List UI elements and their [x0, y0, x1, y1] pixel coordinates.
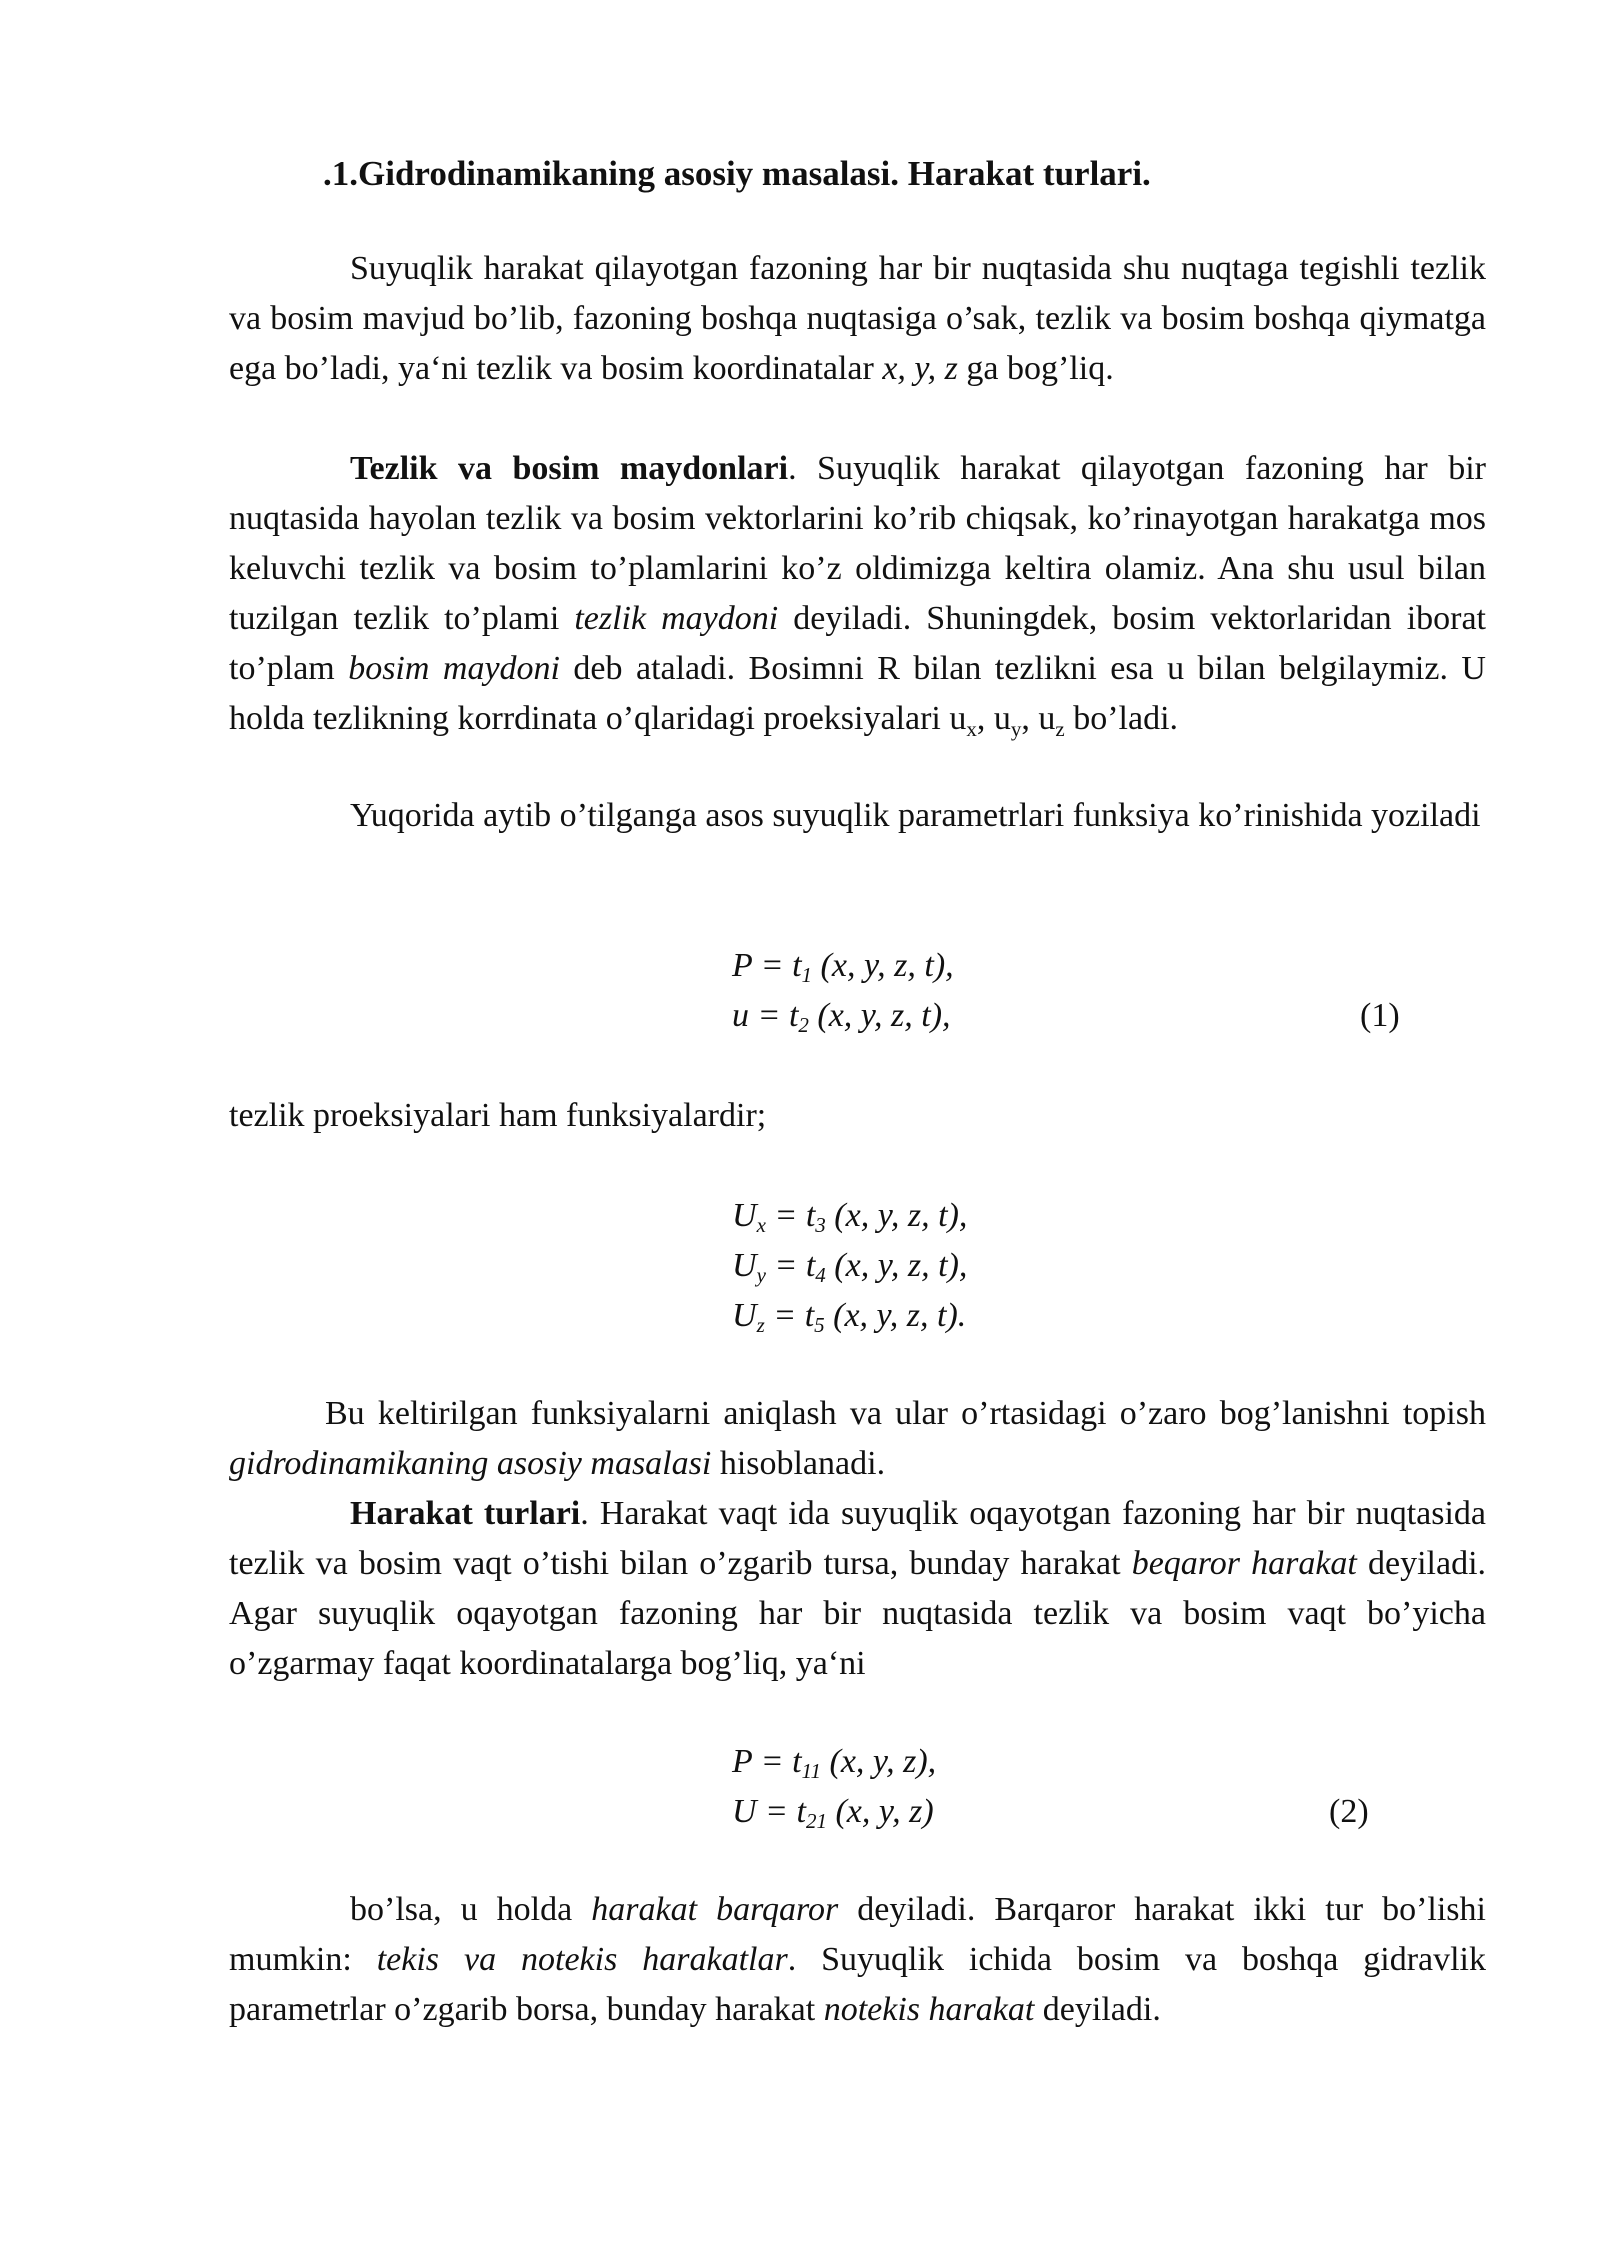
paragraph-text: bo’ladi.: [1064, 700, 1179, 737]
paragraph-projections: tezlik proeksiyalari ham funksiyalardir;: [229, 1097, 767, 1134]
equation-rhs: (x, y, z),: [821, 1743, 937, 1780]
subscript: 5: [814, 1313, 825, 1337]
subscript: 21: [805, 1809, 827, 1833]
equation-var: U: [732, 1197, 757, 1234]
subscript: x: [966, 717, 977, 741]
equation-var: U: [732, 1297, 757, 1334]
paragraph-text: deyiladi. Agar suyuqlik oqayotgan fazoning har bir nuqtasida tezlik va bosim vaqt bo’yicha o’zgarmay faqat koordinatalarga bog’liq, ya‘ni: [229, 1545, 1487, 1682]
term-italic: notekis harakat: [823, 1991, 1035, 2028]
section-heading: .1.Gidrodinamikaning asosiy masalasi. Harakat turlari.: [323, 154, 1151, 193]
equation-lhs: = t: [765, 1197, 816, 1234]
paragraph-text: . Harakat vaqt ida suyuqlik oqayotgan fazoning har bir nuqtasida tezlik va bosim vaqt o’tishi bilan o’zgarib tursa, bunday harakat: [229, 1495, 1486, 1582]
paragraph-text: . Suyuqlik harakat qilayotgan fazoning har bir nuqtasida hayolan tezlik va bosim vektorlarini ko’rib chiqsak, ko’rinayotgan harakatga mos keluvchi tezlik va bosim to’plamlarini ko’z oldimizga keltira olamiz. Ana shu usul bilan tuzilgan tezlik to’plami: [229, 450, 1487, 637]
paragraph-text: hisoblanadi.: [711, 1445, 886, 1482]
paragraph-steady: [229, 1885, 1486, 2035]
equation-var: U: [732, 1247, 757, 1284]
equation-lhs: P = t: [732, 947, 802, 984]
paragraph-text: deb ataladi. Bosimni R bilan tezlikni esa u bilan belgilaymiz. U holda tezlikning korrdinata o’qlaridagi proeksiyalari u: [229, 650, 1486, 737]
equation-lhs: = t: [764, 1297, 815, 1334]
equation-number: (2): [1329, 1793, 1369, 1830]
subscript: 4: [815, 1263, 826, 1287]
subscript: x: [756, 1213, 766, 1237]
equation-rhs: (x, y, z): [826, 1793, 934, 1830]
term-italic: beqaror harakat: [1131, 1545, 1357, 1582]
term-italic: tezlik maydoni: [574, 600, 779, 637]
paragraph-text: Bu keltirilgan funksiyalarni aniqlash va ular o’rtasidagi o’zaro bog’lanishni topish: [325, 1395, 1486, 1432]
term-italic: gidrodinamikaning asosiy masalasi: [229, 1445, 712, 1482]
paragraph-text: ga bog’liq.: [957, 350, 1114, 387]
equation-line: [732, 1787, 934, 1837]
paragraph-intro: [229, 244, 1486, 394]
subscript: 2: [798, 1013, 809, 1037]
equation-line: [732, 1737, 936, 1787]
equation-line: [732, 991, 951, 1041]
equation-line: [732, 941, 954, 991]
equation-rhs: (x, y, z, t),: [812, 947, 954, 984]
subscript: y: [756, 1263, 766, 1287]
equation-lhs: u = t: [732, 997, 799, 1034]
equation-line: [732, 1191, 967, 1241]
subscript: 1: [801, 963, 813, 987]
paragraph-functions: Yuqorida aytib o’tilganga asos suyuqlik parametrlari funksiya ko’rinishida yoziladi: [350, 797, 1481, 834]
paragraph-main-problem: [229, 1389, 1486, 1489]
equation-rhs: (x, y, z, t).: [824, 1297, 967, 1334]
paragraph-text: . Suyuqlik ichida bosim va boshqa gidravlik parametrlar o’zgarib borsa, bunday harakat: [229, 1941, 1486, 2028]
equation-line: [732, 1291, 966, 1341]
paragraph-text: deyiladi. Barqaror harakat ikki tur bo’lishi mumkin:: [229, 1891, 1486, 1978]
equation-rhs: (x, y, z, t),: [825, 1197, 968, 1234]
subscript: y: [1010, 717, 1022, 741]
equation-lhs: U = t: [732, 1793, 806, 1830]
subscript: 3: [815, 1213, 826, 1237]
equation-lhs: = t: [765, 1247, 816, 1284]
paragraph-text: , u: [976, 700, 1011, 737]
term-bold: Harakat turlari: [350, 1495, 581, 1532]
equation-line: [732, 1241, 967, 1291]
term-italic: harakat barqaror: [591, 1891, 839, 1928]
paragraph-text: deyiladi. Shuningdek, bosim vektorlaridan iborat to’plam: [229, 600, 1486, 687]
term-italic: bosim maydoni: [348, 650, 560, 687]
paragraph-text: deyiladi.: [1034, 1991, 1161, 2028]
subscript: 11: [801, 1759, 821, 1783]
term-bold: Tezlik va bosim maydonlari: [350, 450, 789, 487]
equation-rhs: (x, y, z, t),: [808, 997, 951, 1034]
paragraph-motion-types: [229, 1489, 1486, 1689]
paragraph-fields: [229, 444, 1486, 744]
equation-number: (1): [1360, 997, 1400, 1034]
equation-rhs: (x, y, z, t),: [825, 1247, 968, 1284]
subscript: z: [756, 1313, 765, 1337]
paragraph-text: , u: [1021, 700, 1056, 737]
coordinate-variables: x, y, z: [882, 350, 958, 387]
paragraph-text: bo’lsa, u holda: [350, 1891, 592, 1928]
equation-lhs: P = t: [732, 1743, 802, 1780]
paragraph-text: Suyuqlik harakat qilayotgan fazoning har bir nuqtasida shu nuqtaga tegishli tezlik va bosim mavjud bo’lib, fazoning boshqa nuqtasiga o’sak, tezlik va bosim boshqa qiymatga ega bo’ladi, ya‘ni tezlik va bosim koordinatalar: [229, 250, 1486, 387]
term-italic: tekis va notekis harakatlar: [376, 1941, 788, 1978]
subscript: z: [1055, 717, 1065, 741]
